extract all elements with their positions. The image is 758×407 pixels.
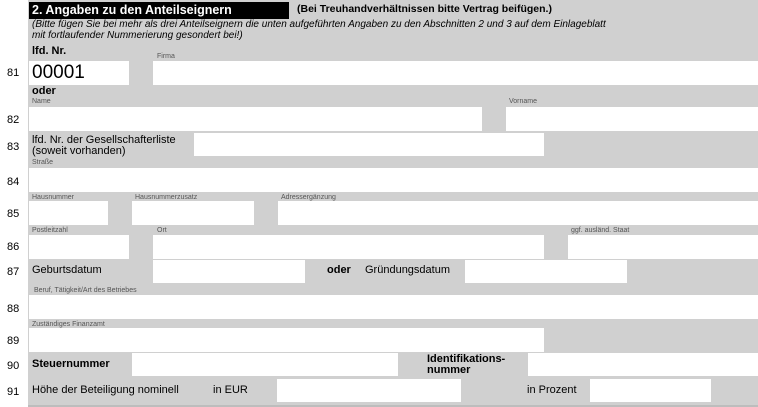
postleitzahl-label: Postleitzahl bbox=[32, 227, 68, 234]
row-number-85: 85 bbox=[7, 208, 20, 220]
gesellschafterliste-label-line-2: (soweit vorhanden) bbox=[32, 145, 126, 157]
vorname-label: Vorname bbox=[509, 98, 538, 105]
staat-label: ggf. ausländ. Staat bbox=[571, 227, 630, 234]
row-number-88: 88 bbox=[7, 303, 20, 315]
strasse-field[interactable] bbox=[29, 168, 758, 192]
oder-label-81: oder bbox=[32, 85, 56, 97]
hausnummerzusatz-field[interactable] bbox=[132, 201, 254, 225]
lfd-nr-field[interactable] bbox=[29, 61, 129, 85]
trust-hint: (Bei Treuhandverhältnissen bitte Vertrag beifügen.) bbox=[297, 3, 552, 15]
in-eur-label: in EUR bbox=[213, 384, 248, 396]
postleitzahl-field[interactable] bbox=[29, 235, 129, 259]
row-number-81: 81 bbox=[7, 67, 20, 79]
section-note-line-1: (Bitte fügen Sie bei mehr als drei Anteilseignern die unten aufgeführten Angaben zu den Abschnitten 2 und 3 auf dem Einlageblatt bbox=[32, 19, 606, 30]
identifikationsnummer-label bbox=[427, 354, 505, 376]
beteiligung-label: Höhe der Beteiligung nominell bbox=[32, 384, 179, 396]
row-number-82: 82 bbox=[7, 114, 20, 126]
finanzamt-field[interactable] bbox=[29, 328, 544, 352]
row-number-90: 90 bbox=[7, 360, 20, 372]
beruf-label: Beruf, Tätigkeit/Art des Betriebes bbox=[34, 287, 137, 294]
gruendungsdatum-label: Gründungsdatum bbox=[365, 264, 450, 276]
name-label: Name bbox=[32, 98, 51, 105]
ort-label: Ort bbox=[157, 227, 167, 234]
identifikationsnummer-label-line-1: Identifikations- bbox=[427, 353, 506, 365]
firma-label: Firma bbox=[157, 53, 175, 60]
steuernummer-field[interactable] bbox=[132, 353, 398, 376]
hausnummerzusatz-label: Hausnummerzusatz bbox=[135, 194, 198, 201]
geburtsdatum-field[interactable] bbox=[153, 260, 305, 283]
beteiligung-prozent-field[interactable] bbox=[590, 379, 711, 402]
row-number-84: 84 bbox=[7, 176, 20, 188]
lfd-nr-label: lfd. Nr. bbox=[32, 45, 67, 57]
gesellschafterliste-label-line-1: lfd. Nr. der Gesellschafterliste bbox=[32, 134, 176, 146]
beteiligung-eur-field[interactable] bbox=[277, 379, 461, 402]
identifikationsnummer-label-line-2: nummer bbox=[427, 364, 471, 376]
geburtsdatum-label: Geburtsdatum bbox=[32, 264, 102, 276]
name-field[interactable] bbox=[29, 107, 482, 131]
section-note bbox=[32, 19, 606, 41]
row-number-87: 87 bbox=[7, 266, 20, 278]
gruendungsdatum-field[interactable] bbox=[465, 260, 627, 283]
strasse-label: Straße bbox=[32, 159, 54, 166]
finanzamt-label: Zuständiges Finanzamt bbox=[32, 321, 105, 328]
section-title: 2. Angaben zu den Anteilseignern bbox=[29, 2, 289, 19]
beruf-field[interactable] bbox=[29, 295, 758, 319]
in-prozent-label: in Prozent bbox=[527, 384, 577, 396]
identifikationsnummer-field[interactable] bbox=[528, 353, 758, 376]
row-number-83: 83 bbox=[7, 141, 20, 153]
staat-field[interactable] bbox=[568, 235, 758, 259]
adressergaenzung-label: Adressergänzung bbox=[281, 194, 336, 201]
gesellschafterliste-label bbox=[32, 135, 176, 157]
oder-label-87: oder bbox=[327, 264, 351, 276]
row-number-91: 91 bbox=[7, 386, 20, 398]
vorname-field[interactable] bbox=[506, 107, 758, 131]
steuernummer-label: Steuernummer bbox=[32, 358, 110, 370]
firma-field[interactable] bbox=[153, 61, 758, 85]
row-number-86: 86 bbox=[7, 241, 20, 253]
row-number-89: 89 bbox=[7, 335, 20, 347]
hausnummer-label: Hausnummer bbox=[32, 194, 75, 201]
adressergaenzung-field[interactable] bbox=[278, 201, 758, 225]
ort-field[interactable] bbox=[153, 235, 544, 259]
section-note-line-2: mit fortlaufender Nummerierung gesondert bei!) bbox=[32, 30, 243, 41]
gesellschafterliste-field[interactable] bbox=[194, 133, 544, 156]
hausnummer-field[interactable] bbox=[29, 201, 108, 225]
